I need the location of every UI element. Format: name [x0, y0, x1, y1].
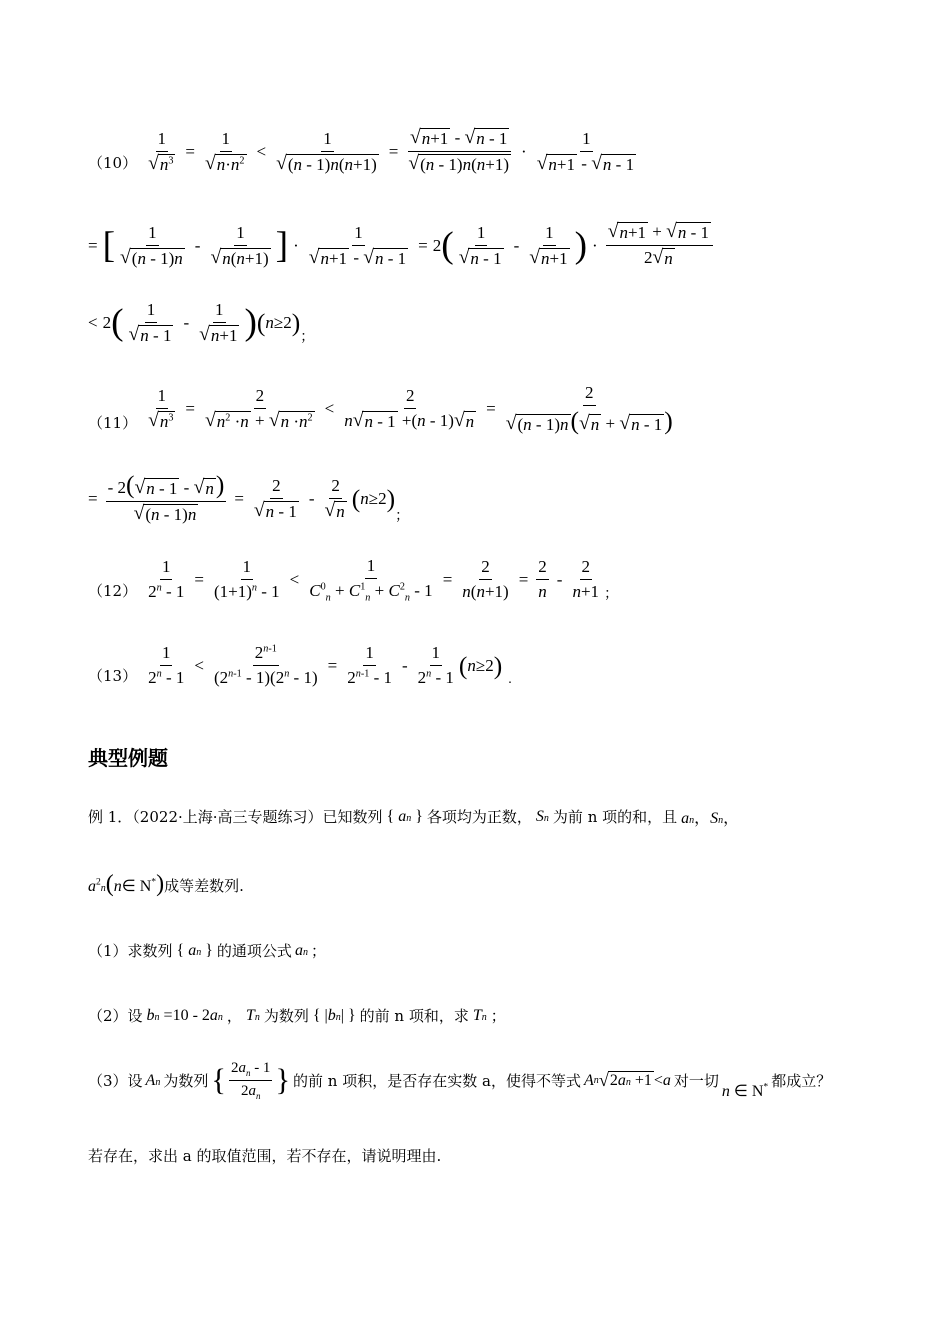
question-1: （1）求数列 { an } 的通项公式 an ；: [88, 941, 326, 960]
section-heading: 典型例题: [88, 746, 168, 770]
formula-13: （13） $\frac{1}{2^n - 1}$ < $\frac{2^{n-1}}{(2^{n-1} - 1)(2^n - 1)}$ = $\frac{1}{2^{n-1} - 1}$ - $\frac{1}{2^n - 1}$ ( n ≥2 ) .: [88, 643, 512, 687]
formula-12: （12） $\frac{1}{2^n - 1}$ = $\frac{1}{(1+1)^n - 1}$ < $\frac{1}{C^0_n + C^1_n + C^2_n - 1}$ = $\frac{2}{n(n+1)}$ = $\frac{2}{n}$ - $\frac{2}{n+1}$ ；: [88, 556, 619, 604]
example-line2: $a^2n(n\in$ N*) 成等差数列.: [88, 871, 244, 897]
formula-10-line1: （10） 1 √ $n^3$ = 1 √ $n\cdot n^2$ < 1 √ (n - 1)n(n+1) = √ n+1 - √ n - 1 √ (n - 1)n(n+1) · 1 √ n+1 - √ n - 1: [88, 127, 635, 174]
item-label: （13）: [88, 667, 138, 685]
formula-11-line2: = - 2( √ n - 1 - √ n ) √ (n - 1)n = 2 √ n - 1 - 2 √ n ( n ≥2 ) ；: [88, 470, 410, 524]
example-intro: 例 1．（2022·上海·高三专题练习）已知数列 { an } 各项均为正数， Sn 为前 n 项的和，且 an，Sn，: [88, 807, 740, 827]
item-label: （10）: [88, 154, 138, 172]
formula-10-line3: < 2 ( 1 √ n - 1 - 1 √ n+1 ) ( n ≥2 ) ；: [88, 300, 315, 345]
question-3: （3）设 An 为数列 { $\frac{2a_n - 1}{2a_n}$ } 的前 n 项积，是否存在实数 a，使得不等式 A n √ 2an +1 < a 对一切 n ∈ N* 都成立？: [88, 1060, 832, 1101]
item-label: （11）: [88, 414, 138, 432]
question-2: （2）设 bn =10 - 2an ， Tn 为数列 { |bn| } 的前 n 项和，求 Tn ；: [88, 1006, 506, 1025]
formula-10-line2: = [ 1 √ (n - 1)n - 1 √ n(n+1) ] · 1 √ n+1 - √ n - 1 = 2 ( 1 √ n - 1 - 1 √ n+1 ) · √ n+1 + √ n - 1 2 √ n: [88, 222, 890, 269]
closing-sentence: 若存在，求出 a 的取值范围，若不存在，请说明理由.: [88, 1147, 442, 1165]
example-intro-text: 例 1．（2022·上海·高三专题练习）已知数列: [88, 808, 383, 826]
item-label: （12）: [88, 582, 138, 601]
formula-11-line1: （11） 1 √ $n^3$ = 2 √ $n^2 \cdot n$ + √ $n \cdot n^2$ < 2 n √ n - 1 +(n - 1) √ n = 2 √ (n - 1)n ( √ n + √ n - 1 ): [88, 383, 673, 435]
